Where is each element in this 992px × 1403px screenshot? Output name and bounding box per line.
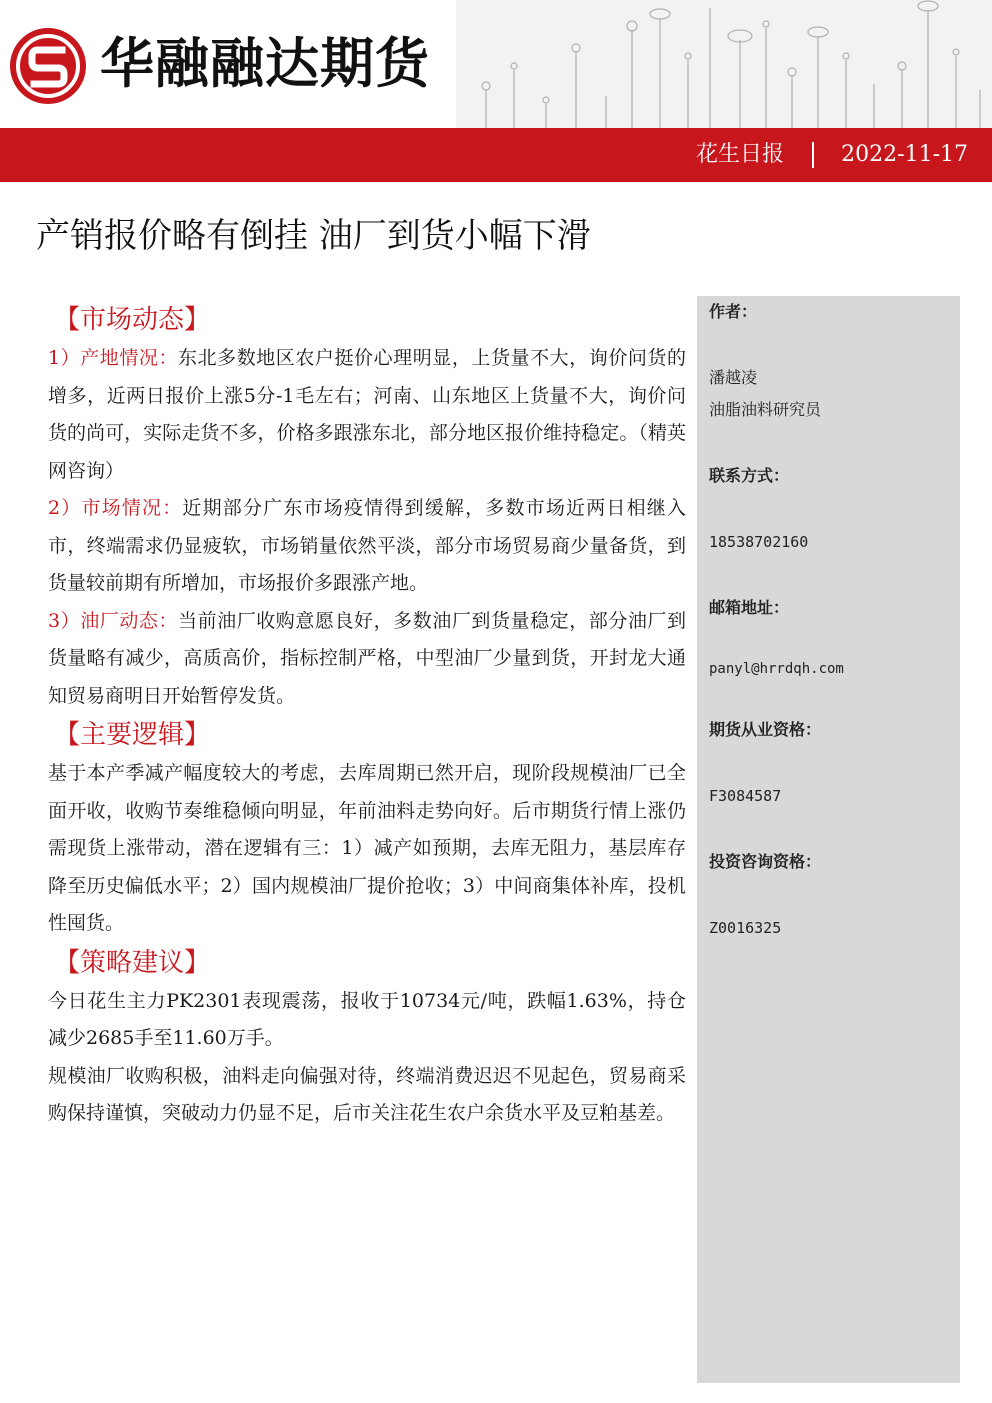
main-content	[48, 300, 686, 1133]
market-item-tag: 1）产地情况：	[48, 347, 179, 369]
strategy-paragraph: 规模油厂收购积极，油料走向偏强对待，终端消费迟迟不见起色，贸易商采购保持谨慎，突破动力仍显不足，后市关注花生农户余货水平及豆粕基差。	[48, 1064, 686, 1124]
author-sidebar	[697, 296, 960, 1383]
market-item	[48, 490, 686, 603]
email-label: 邮箱地址：	[709, 598, 790, 617]
decorative-pattern-icon	[456, 0, 992, 128]
company-logo-icon	[8, 26, 88, 106]
investment-qualification-label: 投资咨询资格：	[709, 852, 822, 871]
banner-divider	[812, 142, 814, 168]
section-title-logic: 【主要逻辑】	[54, 720, 211, 750]
author-title: 油脂油料研究员	[709, 400, 822, 419]
email-value: panyl@hrrdqh.com	[709, 661, 844, 677]
market-item-text: 当前油厂收购意愿良好，多数油厂到货量稳定，部分油厂到货量略有减少，高质高价，指标控制严格，中型油厂少量到货，开封龙大通知贸易商明日开始暂停发货。	[48, 609, 686, 707]
market-item-tag: 3）油厂动态：	[48, 609, 179, 632]
logic-paragraph: 基于本产季减产幅度较大的考虑，去库周期已然开启，现阶段规模油厂已全面开收，收购节奏维稳倾向明显，年前油料走势向好。后市期货行情上涨仍需现货上涨带动，潜在逻辑有三：1）减产如预期，去库无阻力，基层库存降至历史偏低水平；2）国内规模油厂提价抢收；3）中间商集体补库，投机性囤货。	[48, 762, 686, 934]
market-item-text: 近期部分广东市场疫情得到缓解，多数市场近两日相继入市，终端需求仍显疲软，市场销量依然平淡，部分市场贸易商少量备货，到货量较前期有所增加，市场报价多跟涨产地。	[48, 497, 686, 594]
strategy-paragraph: 今日花生主力PK2301表现震荡，报收于10734元/吨，跌幅1.63%，持仓减少2685手至11.60万手。	[48, 989, 686, 1049]
report-name: 花生日报	[695, 142, 784, 167]
section-title-strategy: 【策略建议】	[54, 947, 211, 978]
report-headline: 产销报价略有倒挂 油厂到货小幅下滑	[36, 216, 591, 256]
investment-qualification-value: Z0016325	[709, 919, 782, 937]
author-label: 作者：	[709, 302, 758, 321]
report-banner	[0, 128, 992, 182]
report-date: 2022-11-17	[841, 142, 968, 167]
market-item	[48, 340, 686, 490]
contact-label: 联系方式：	[709, 466, 790, 485]
company-name: 华融融达期货	[100, 32, 430, 95]
contact-phone: 18538702160	[709, 533, 809, 551]
author-name: 潘越凌	[709, 368, 758, 387]
futures-qualification-value: F3084587	[709, 787, 782, 805]
page-header	[0, 0, 992, 128]
market-item	[48, 603, 686, 716]
section-title-market: 【市场动态】	[54, 305, 211, 335]
futures-qualification-label: 期货从业资格：	[709, 720, 822, 739]
market-item-text: 东北多数地区农户挺价心理明显，上货量不大，询价问货的增多，近两日报价上涨5分-1毛左右；河南、山东地区上货量不大，询价问货的尚可，实际走货不多，价格多跟涨东北，部分地区报价维持稳定。（精英网咨询）	[48, 347, 686, 482]
market-item-tag: 2）市场情况：	[48, 497, 183, 519]
